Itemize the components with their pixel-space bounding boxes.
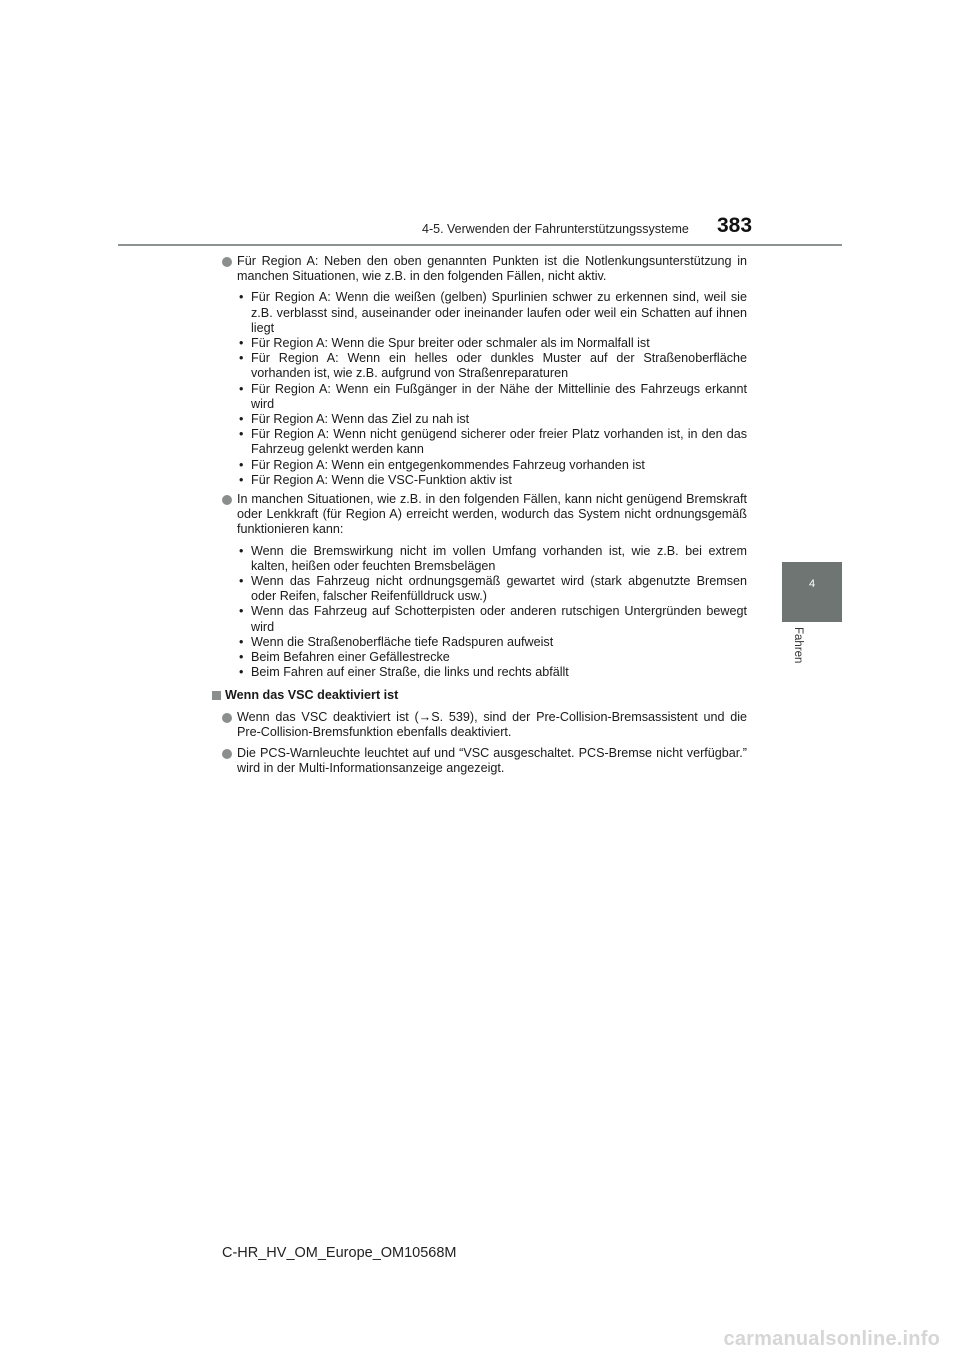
watermark: carmanualsonline.info [723, 1328, 940, 1350]
list-braking-conditions [237, 544, 747, 681]
bullet-icon: • [239, 472, 244, 487]
paragraph-braking-force [222, 492, 747, 538]
bullet-icon: • [239, 665, 244, 680]
list-item-text: Für Region A: Wenn ein helles oder dunkles Muster auf der Straßenoberfläche vorhanden ist, wie z.B. aufgrund von Straßenreparaturen [251, 351, 747, 381]
paragraph-pcs-warning [222, 746, 747, 776]
list-item-text: Für Region A: Wenn ein entgegenkommendes Fahrzeug vorhanden ist [251, 457, 645, 472]
list-item [237, 336, 747, 351]
bullet-icon: • [239, 427, 244, 442]
list-item [237, 635, 747, 650]
list-item [237, 665, 747, 680]
bullet-icon: • [239, 381, 244, 396]
list-item [237, 351, 747, 381]
list-item-text: Für Region A: Wenn die Spur breiter oder schmaler als im Normalfall ist [251, 336, 650, 351]
side-tab [782, 562, 842, 622]
bullet-icon: • [239, 650, 244, 665]
bullet-icon: • [239, 543, 244, 558]
list-item-text: Für Region A: Wenn ein Fußgänger in der Nähe der Mittellinie des Fahrzeugs erkannt wird [251, 381, 747, 411]
bullet-dot-icon [222, 713, 232, 723]
bullet-dot-icon [222, 749, 232, 759]
list-item-text: Für Region A: Wenn die VSC-Funktion aktiv ist [251, 472, 512, 487]
header-rule [118, 244, 842, 246]
bullet-icon: • [239, 457, 244, 472]
list-item-text: Für Region A: Wenn nicht genügend sicherer oder freier Platz vorhanden ist, in den das Fahrzeug gelenkt werden kann [251, 427, 747, 457]
list-item [237, 382, 747, 412]
bullet-icon: • [239, 290, 244, 305]
list-item [237, 604, 747, 634]
list-item-text: Beim Fahren auf einer Straße, die links und rechts abfällt [251, 665, 569, 680]
section-heading-vsc [210, 688, 747, 703]
content [222, 254, 747, 783]
bullet-dot-icon [222, 257, 232, 267]
paragraph-text: Für Region A: Neben den oben genannten Punkten ist die Notlenkungsunterstützung in manchen Situationen, wie z.B. in den folgenden Fällen, nicht aktiv. [237, 254, 747, 284]
list-item [237, 290, 747, 336]
list-item-text: Für Region A: Wenn die weißen (gelben) Spurlinien schwer zu erkennen sind, weil sie z.B. verblasst sind, auseinander oder ineinander laufen oder weil ein Schatten auf ihnen liegt [251, 290, 747, 335]
paragraph-text: Die PCS-Warnleuchte leuchtet auf und “VSC ausgeschaltet. PCS-Bremse nicht verfügbar.” wird in der Multi-Informationsanzeige angezeigt. [237, 746, 747, 776]
list-item [237, 412, 747, 427]
paragraph-emergency-steering [222, 254, 747, 284]
side-tab-label [791, 627, 805, 687]
paragraph-vsc-deactivated [222, 710, 747, 740]
paragraph-text: In manchen Situationen, wie z.B. in den folgenden Fällen, kann nicht genügend Bremskraft oder Lenkkraft (für Region A) erreicht werden, wodurch das System nicht ordnungsgemäß funktionieren kann: [237, 492, 747, 537]
list-item [237, 574, 747, 604]
list-item-text: Beim Befahren einer Gefällestrecke [251, 650, 450, 665]
heading-text: Wenn das VSC deaktiviert ist [225, 688, 399, 703]
list-item-text: Wenn das Fahrzeug nicht ordnungsgemäß gewartet wird (stark abgenutzte Bremsen oder Reifen, falscher Reifenfülldruck usw.) [251, 574, 747, 604]
list-item-text: Wenn das Fahrzeug auf Schotterpisten oder anderen rutschigen Untergründen bewegt wird [251, 604, 747, 634]
bullet-dot-icon [222, 495, 232, 505]
bullet-icon: • [239, 336, 244, 351]
list-item-text: Für Region A: Wenn das Ziel zu nah ist [251, 412, 470, 427]
side-tab-label-text: Fahren [792, 627, 804, 664]
footer-manual-code: C-HR_HV_OM_Europe_OM10568M [222, 1245, 457, 1261]
list-item [237, 473, 747, 488]
list-item-text: Wenn die Straßenoberfläche tiefe Radspuren aufweist [251, 634, 554, 649]
list-item-text: Wenn die Bremswirkung nicht im vollen Umfang vorhanden ist, wie z.B. bei extrem kalten, heißen oder feuchten Bremsbelägen [251, 543, 747, 573]
bullet-icon: • [239, 351, 244, 366]
bullet-icon: • [239, 634, 244, 649]
header-section-title: 4-5. Verwenden der Fahrunterstützungssysteme [422, 222, 689, 236]
list-item [237, 427, 747, 457]
page-number: 383 [717, 214, 753, 237]
heading-square-icon [212, 691, 221, 700]
paragraph-text: Wenn das VSC deaktiviert ist (→S. 539), sind der Pre-Collision-Bremsassistent und die Pre-Collision-Bremsfunktion ebenfalls deaktiviert. [237, 709, 747, 739]
bullet-icon: • [239, 412, 244, 427]
list-item [237, 650, 747, 665]
bullet-icon: • [239, 574, 244, 589]
bullet-icon: • [239, 604, 244, 619]
list-steering-conditions [237, 290, 747, 488]
list-item [237, 544, 747, 574]
list-item [237, 458, 747, 473]
side-tab-number: 4 [808, 578, 816, 590]
